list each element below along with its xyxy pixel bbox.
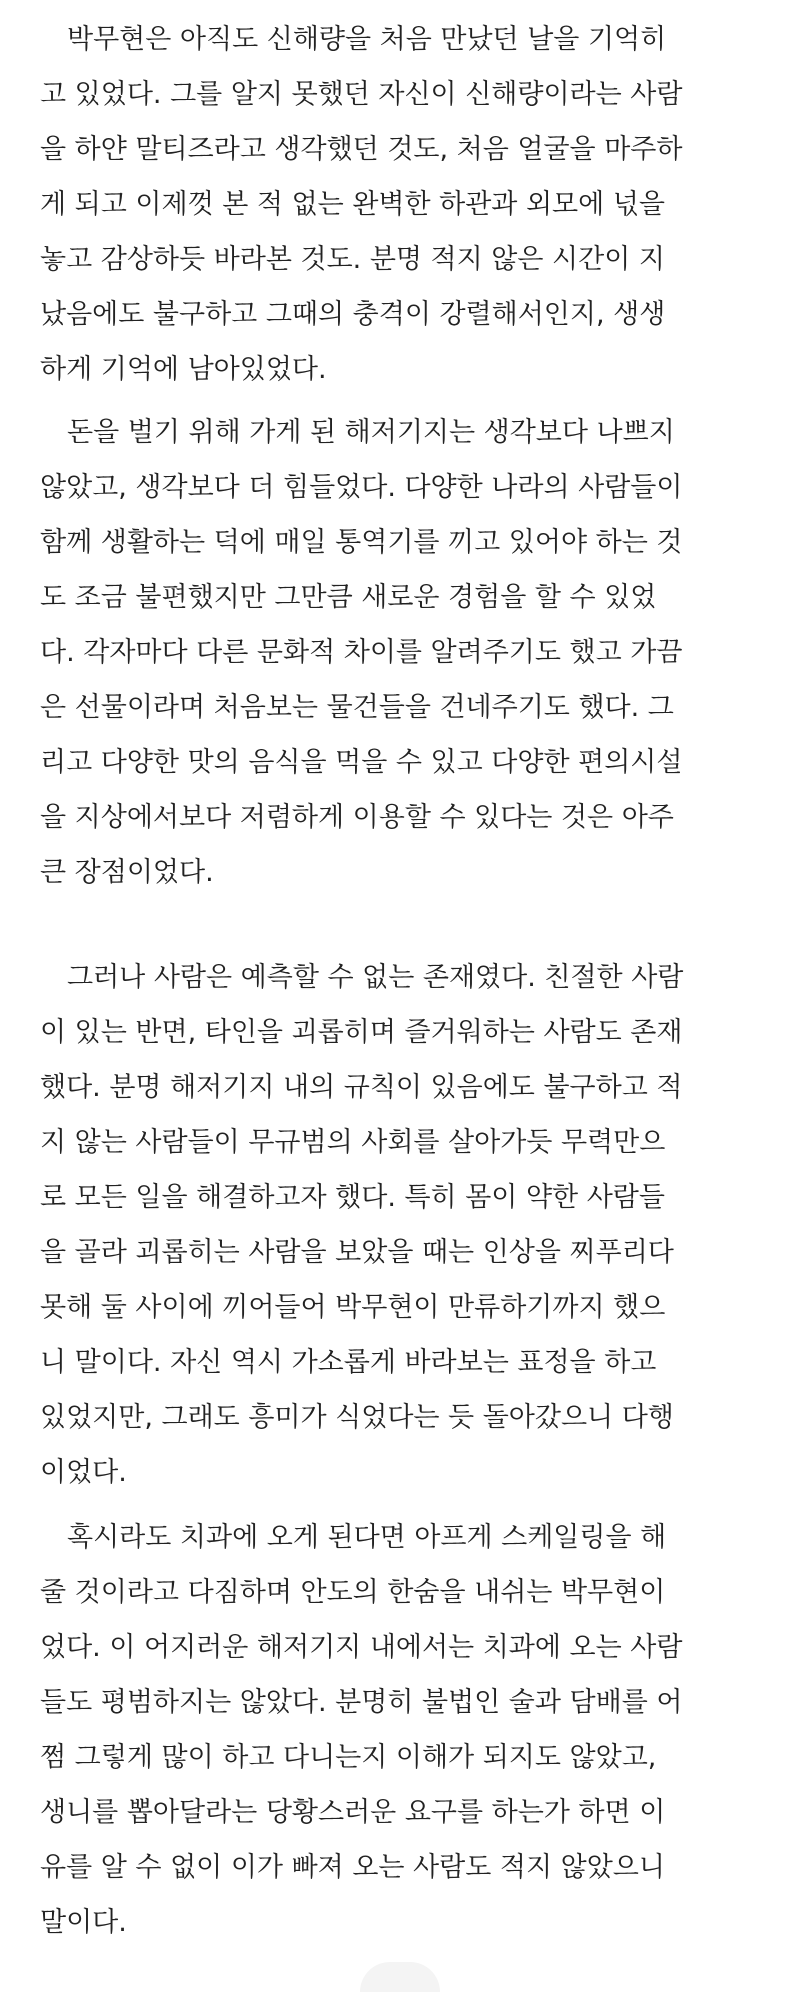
- bottom-scroll-indicator: [360, 1962, 440, 1992]
- text-line: 생니를 뽑아달라는 당황스러운 요구를 하는가 하면 이: [40, 1797, 666, 1828]
- text-line: 돈을 벌기 위해 가게 된 해저기지는 생각보다 나쁘지: [40, 417, 675, 448]
- paragraph-2: [40, 405, 770, 900]
- text-line: 고 있었다. 그를 알지 못했던 자신이 신해량이라는 사람: [40, 79, 683, 110]
- text-line: 그러나 사람은 예측할 수 없는 존재였다. 친절한 사람: [40, 962, 684, 993]
- text-line: 함께 생활하는 덕에 매일 통역기를 끼고 있어야 하는 것: [40, 527, 683, 558]
- text-line: 을 골라 괴롭히는 사람을 보았을 때는 인상을 찌푸리다: [40, 1237, 674, 1268]
- text-line: 큰 장점이었다.: [40, 857, 214, 888]
- text-line: 들도 평범하지는 않았다. 분명히 불법인 술과 담배를 어: [40, 1687, 683, 1718]
- text-line: 있었지만, 그래도 흥미가 식었다는 듯 돌아갔으니 다행: [40, 1402, 674, 1433]
- text-line: 유를 알 수 없이 이가 빠져 오는 사람도 적지 않았으니: [40, 1852, 665, 1883]
- text-line: 못해 둘 사이에 끼어들어 박무현이 만류하기까지 했으: [40, 1292, 666, 1323]
- paragraph-4: [40, 1510, 770, 1950]
- text-line: 박무현은 아직도 신해량을 처음 만났던 날을 기억히: [40, 24, 667, 55]
- text-line: 이었다.: [40, 1457, 127, 1488]
- text-line: 않았고, 생각보다 더 힘들었다. 다양한 나라의 사람들이: [40, 472, 683, 503]
- text-line: 놓고 감상하듯 바라본 것도. 분명 적지 않은 시간이 지: [40, 244, 665, 275]
- text-line: 혹시라도 치과에 오게 된다면 아프게 스케일링을 해: [40, 1522, 667, 1553]
- text-line: 도 조금 불편했지만 그만큼 새로운 경험을 할 수 있었: [40, 582, 657, 613]
- text-line: 쩜 그렇게 많이 하고 다니는지 이해가 되지도 않았고,: [40, 1742, 657, 1773]
- text-line: 은 선물이라며 처음보는 물건들을 건네주기도 했다. 그: [40, 692, 674, 723]
- paragraph-1: [40, 12, 770, 397]
- text-line: 니 말이다. 자신 역시 가소롭게 바라보는 표정을 하고: [40, 1347, 657, 1378]
- text-line: 하게 기억에 남아있었다.: [40, 354, 327, 385]
- text-line: 말이다.: [40, 1907, 127, 1938]
- text-line: 이 있는 반면, 타인을 괴롭히며 즐거워하는 사람도 존재: [40, 1017, 683, 1048]
- text-line: 했다. 분명 해저기지 내의 규칙이 있음에도 불구하고 적: [40, 1072, 683, 1103]
- text-line: 로 모든 일을 해결하고자 했다. 특히 몸이 약한 사람들: [40, 1182, 665, 1213]
- text-line: 었다. 이 어지러운 해저기지 내에서는 치과에 오는 사람: [40, 1632, 683, 1663]
- text-line: 게 되고 이제껏 본 적 없는 완벽한 하관과 외모에 넋을: [40, 189, 665, 220]
- text-line: 을 하얀 말티즈라고 생각했던 것도, 처음 얼굴을 마주하: [40, 134, 683, 165]
- text-line: 지 않는 사람들이 무규범의 사회를 살아가듯 무력만으: [40, 1127, 666, 1158]
- text-line: 났음에도 불구하고 그때의 충격이 강렬해서인지, 생생: [40, 299, 666, 330]
- text-line: 을 지상에서보다 저렴하게 이용할 수 있다는 것은 아주: [40, 802, 674, 833]
- text-line: 다. 각자마다 다른 문화적 차이를 알려주기도 했고 가끔: [40, 637, 683, 668]
- text-line: 줄 것이라고 다짐하며 안도의 한숨을 내쉬는 박무현이: [40, 1577, 666, 1608]
- paragraph-3: [40, 950, 770, 1500]
- text-line: 리고 다양한 맛의 음식을 먹을 수 있고 다양한 편의시설: [40, 747, 683, 778]
